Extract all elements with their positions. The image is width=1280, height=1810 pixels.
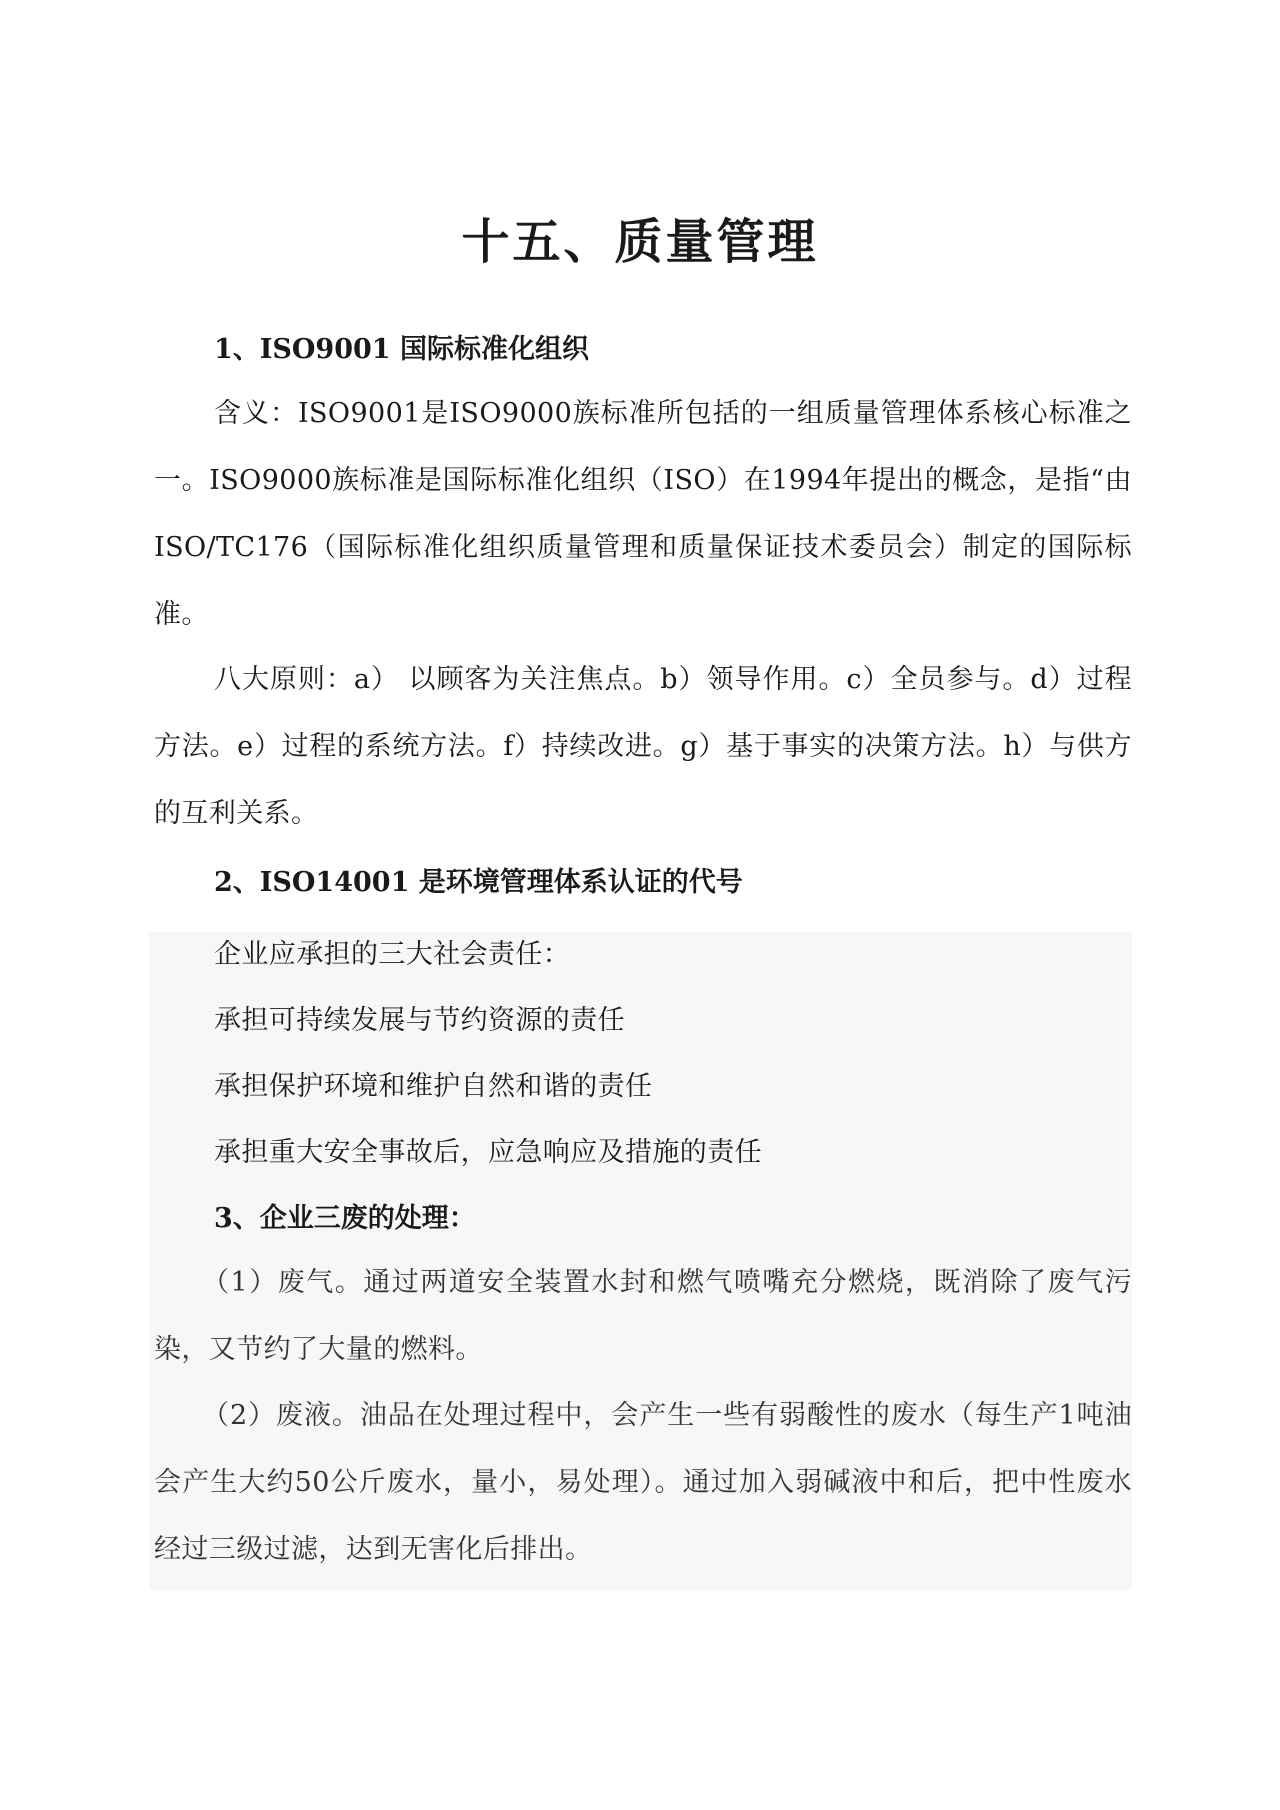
responsibility-item: 承担保护环境和维护自然和谐的责任 (214, 1071, 653, 1102)
eight-principles-paragraph: 八大原则：a） 以顾客为关注焦点。b）领导作用。c）全员参与。d）过程方法。e）过程的系统方法。f）持续改进。g）基于事实的决策方法。h）与供方的互利关系。 (154, 664, 1132, 829)
section-1-heading: 1、ISO9001 国际标准化组织 (214, 334, 589, 365)
section-2-heading: 2、ISO14001 是环境管理体系认证的代号 (214, 867, 743, 898)
responsibility-item: 承担重大安全事故后，应急响应及措施的责任 (214, 1137, 762, 1168)
waste-gas-paragraph: （1）废气。通过两道安全装置水封和燃气喷嘴充分燃烧，既消除了废气污染，又节约了大量的燃料。 (154, 1267, 1132, 1365)
responsibilities-intro: 企业应承担的三大社会责任： (214, 939, 571, 970)
responsibility-item: 承担可持续发展与节约资源的责任 (214, 1005, 625, 1036)
section-3-heading: 3、企业三废的处理： (214, 1203, 476, 1234)
waste-liquid-paragraph: （2）废液。油品在处理过程中，会产生一些有弱酸性的废水（每生产1吨油会产生大约50公斤废水，量小，易处理）。通过加入弱碱液中和后，把中性废水经过三级过滤，达到无害化后排出。 (154, 1400, 1132, 1565)
page-title: 十五、质量管理 (461, 214, 819, 270)
iso9001-definition-paragraph: 含义：ISO9001是ISO9000族标准所包括的一组质量管理体系核心标准之一。ISO9000族标准是国际标准化组织（ISO）在1994年提出的概念，是指“由ISO/TC176（国际标准化组织质量管理和质量保证技术委员会）制定的国际标准。 (154, 398, 1132, 630)
